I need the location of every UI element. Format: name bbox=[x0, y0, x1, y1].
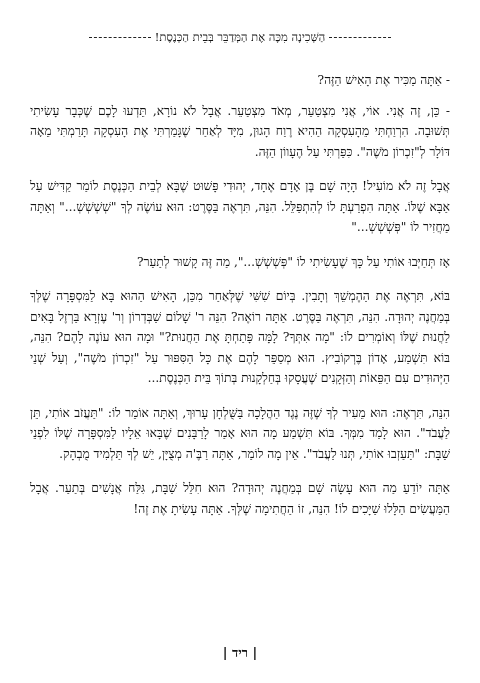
paragraph-7: אַתָּה יוֹדֵעַ מַה הוּא עָשָׂה שָׁם בְּמַחֲנֶה יְהוּדָה? הוּא חִלֵּל שַׁבָּת, גִּלַּח אֲנָשִׁים בְּתַעַר. אֲבָל הַמַּעֲשִׂים הַלָּלוּ שַׁיָּכִים לוֹ! הִנֵּה, זוֹ הַחֲתִימָה שֶׁלְּךָ. אַתָּה עָשִׂיתָ אֶת זֶה! bbox=[30, 481, 450, 516]
header-dash-right bbox=[329, 37, 391, 38]
page-number: | ריד | bbox=[222, 646, 258, 661]
paragraph-6: הִנֵּה, תִּרְאֶה: הוּא מֵעִיר לְךָ שֶׁזֶּה נֶגֶד הַהֲלָכָה בַּשֻּׁלְחָן עָרוּךְ, וְאַתָּה אוֹמֵר לוֹ: "תַּעֲזֹב אוֹתִי, תֵּן לַעֲבֹד". הוּא לָמַד מִמְּךָ. בּוֹא תִּשְׁמַע מָה הוּא אָמַר לָרַבָּנִים שֶׁבָּאוּ אֵלָיו לַמִּסְפָּרָה שֶׁלּוֹ לִפְנֵי שַׁבָּת: "תַּעַזְבוּ אוֹתִי, תְּנוּ לַעֲבֹד". אֵין מָה לוֹמַר, אַתָּה רַבֶּ'ה מְצֻיָּן, יֵשׁ לְךָ תַּלְמִיד מֻבְהָק. bbox=[30, 405, 450, 461]
chapter-header bbox=[30, 30, 450, 44]
paragraph-3: אֲבָל זֶה לֹא מוֹעִיל! הָיָה שָׁם בֶּן אָדָם אֶחָד, יְהוּדִי פָּשׁוּט שֶׁבָּא לְבֵית הַכְּנֶסֶת לוֹמַר קַדִּישׁ עַל אַבָּא שֶׁלּוֹ. אַתָּה הִפְרַעְתָּ לוֹ לְהִתְפַּלֵּל. הִנֵּה, תִּרְאֶה בַּסֶּרֶט: הוּא עוֹשֶׂה לְךָ "שְׁשְׁשְׁשְׁ..." וְאַתָּה מַחֲזִיר לוֹ "פְּשְׁשְׁשְׁ..." bbox=[30, 179, 450, 234]
paragraph-5: בּוֹא, תִּרְאֶה אֶת הַהֶמְשֵׁךְ וְתָבִין. בְּיוֹם שִׁשִּׁי שֶׁלְּאַחַר מִכֵּן, הָאִישׁ הַהוּא בָּא לַמִּסְפָּרָה שֶׁלְּךָ בְּמַחֲנֶה יְהוּדָה. הִנֵּה, תִּרְאֶה בַּסֶּרֶט. אַתָּה רוֹאֶה? הִנֵּה ר' שָׁלוֹם שַׁבְּדְרוֹן וְר' עֶזְרָא בַּרְזֶל בָּאִים לַחֲנוּת שֶׁלּוֹ וְאוֹמְרִים לוֹ: "מָה אִתְּךָ? לָמָּה פָּתַחְתָּ אֶת הַחֲנוּת?" וּמָה הוּא עוֹנֶה לָהֶם? הִנֵּה, בּוֹא תִּשְׁמַע, אָדוֹן בֶּרְקוֹבִיץ. הוּא מְסַפֵּר לָהֶם אֶת כָּל הַסִּפּוּר עַל "זִכְרוֹן מֹשֶׁה", וְעַל שְׁנֵי הַיְּהוּדִים עִם הַפֵּאוֹת וְהַזְּקָנִים שֶׁעֲסָקוּ בְּחַלְקָנוּת בְּתוֹךְ בֵּית הַכְּנֶסֶת... bbox=[30, 289, 450, 385]
chapter-title: הַשְּׁכִינָה מִכָּה אֶת הַמְּדַבֵּר בְּבֵית הַכְּנֶסֶת! bbox=[154, 30, 326, 44]
paragraph-1: - אַתָּה מַכִּיר אֶת הָאִישׁ הַזֶּה? bbox=[317, 73, 450, 87]
paragraph-4: אָז תְּחַיְּבוּ אוֹתִי עַל כָּךְ שֶׁעָשִׂיתִי לוֹ "פְּשְׁשְׁשְׁ...", מַה זֶּה קָשׁוּר לְתַעַר? bbox=[137, 254, 450, 269]
paragraph-2: - כֵּן, זֶה אֲנִי. אוֹי, אֲנִי מִצְטַעֵר, מְאֹד מִצְטַעֵר. אֲבָל לֹא נוֹרָא, תֵּדְעוּ לָכֶם שֶׁכְּבָר עָשִׂיתִי תְּשׁוּבָה. הִרְוַחְתִּי מֵהָעִסְקָה הַהִיא רֶוַח הָגוּן, מִיָּד לְאַחַר שֶׁגָּמַרְתִּי אֶת הָעִסְקָה תָּרַמְתִּי מֵאָה דּוֹלָר לְ"זִכְרוֹן מֹשֶׁה". כִּפַּרְתִּי עַל הֶעָווֹן הַזֶּה. bbox=[30, 103, 450, 159]
header-dash-left bbox=[89, 37, 151, 38]
